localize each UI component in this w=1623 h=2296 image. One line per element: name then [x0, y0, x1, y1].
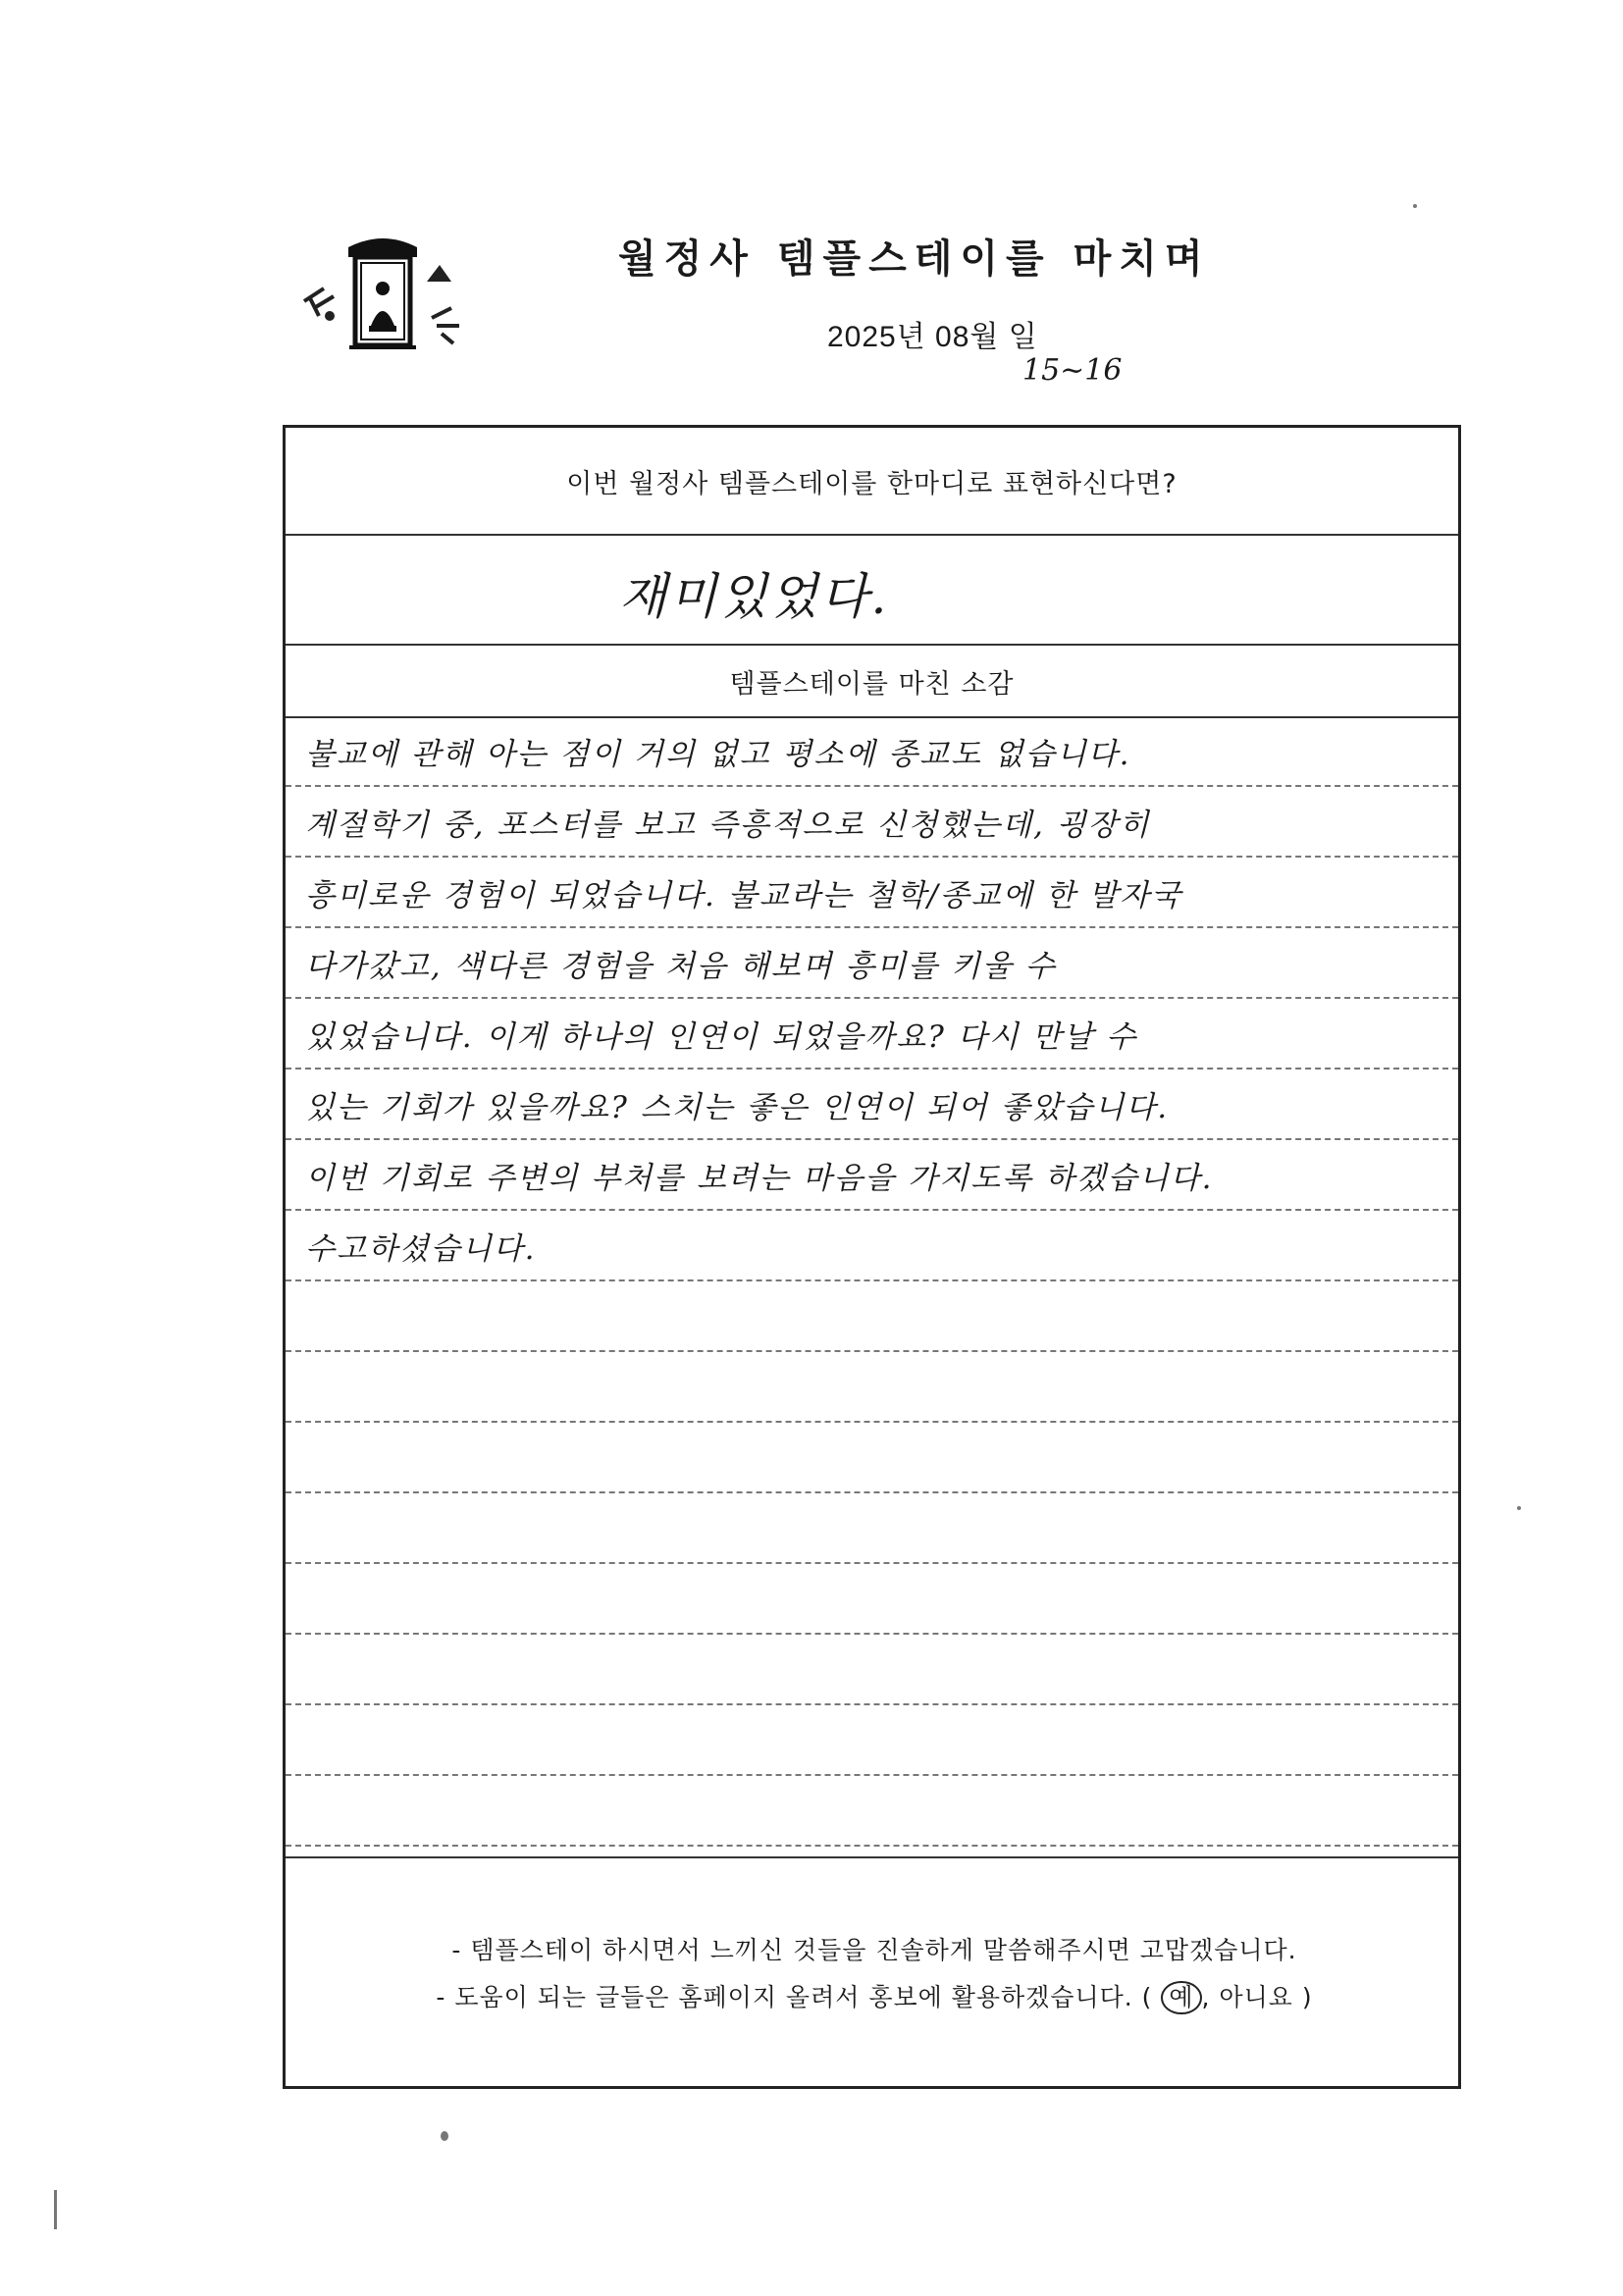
impression-line-text: 흥미로운 경험이 되었습니다. 불교라는 철학/종교에 한 발자국: [305, 878, 1183, 913]
impression-line: [286, 1776, 1458, 1847]
impression-line-text: 있는 기회가 있을까요? 스치는 좋은 인연이 되어 좋았습니다.: [305, 1090, 1170, 1125]
impression-line: [286, 1352, 1458, 1423]
impression-line: [286, 1705, 1458, 1776]
feedback-form: [283, 425, 1461, 2089]
footer-note-two-prefix: - 도움이 되는 글들은 홈페이지 올려서 홍보에 활용하겠습니다. (: [436, 1983, 1153, 2011]
impression-line-text: 다가갔고, 색다른 경험을 처음 해보며 흥미를 키울 수: [305, 949, 1057, 984]
option-separator: ,: [1201, 1983, 1211, 2011]
impression-lines: [286, 716, 1458, 1854]
option-no: 아니요: [1219, 1983, 1293, 2011]
impression-line-text: 계절학기 중, 포스터를 보고 즉흥적으로 신청했는데, 굉장히: [305, 808, 1151, 843]
date-handwritten: 15~16: [1022, 353, 1123, 388]
question-one-answer-box: [286, 536, 1458, 646]
footer-note-two-suffix: ): [1301, 1983, 1313, 2011]
footer-divider: [286, 1856, 1458, 1858]
impression-line: [286, 1564, 1458, 1635]
impression-line: [286, 716, 1458, 787]
scan-speck: [54, 2190, 57, 2229]
impression-line-text: 이번 기회로 주변의 부처를 보려는 마음을 가지도록 하겠습니다.: [305, 1161, 1214, 1196]
scan-speck: [1413, 204, 1417, 208]
impression-line: [286, 1493, 1458, 1564]
impression-line: [286, 1281, 1458, 1352]
impression-line: [286, 1423, 1458, 1493]
impression-line: [286, 858, 1458, 928]
impression-line: [286, 928, 1458, 999]
impression-line-text: 수고하셨습니다.: [305, 1231, 537, 1267]
impression-line: [286, 1635, 1458, 1705]
date-printed: 2025년 08월 일: [827, 321, 1038, 353]
scan-speck: [441, 2131, 448, 2141]
page-title: 월정사 템플스테이를 마치며: [618, 236, 1211, 282]
scan-speck: [1517, 1506, 1521, 1510]
impression-line-text: 불교에 관해 아는 점이 거의 없고 평소에 종교도 없습니다.: [305, 737, 1131, 772]
impression-line: [286, 787, 1458, 858]
question-two-label: 템플스테이를 마친 소감: [286, 646, 1458, 718]
impression-line: [286, 999, 1458, 1070]
question-one-answer: 재미있었다.: [619, 568, 890, 625]
impression-line-text: 있었습니다. 이게 하나의 인연이 되었을까요? 다시 만날 수: [305, 1019, 1138, 1055]
option-yes-circled: 예: [1161, 1981, 1201, 2014]
footer-note-two: [384, 1978, 1365, 2014]
question-one-label: 이번 월정사 템플스테이를 한마디로 표현하신다면?: [286, 428, 1458, 536]
impression-line: [286, 1070, 1458, 1140]
temple-buddha-logo-icon: [294, 228, 471, 355]
impression-line: [286, 1211, 1458, 1281]
impression-line: [286, 1140, 1458, 1211]
footer-note-one: - 템플스테이 하시면서 느끼신 것들을 진솔하게 말씀해주시면 고맙겠습니다.: [451, 1936, 1297, 1964]
